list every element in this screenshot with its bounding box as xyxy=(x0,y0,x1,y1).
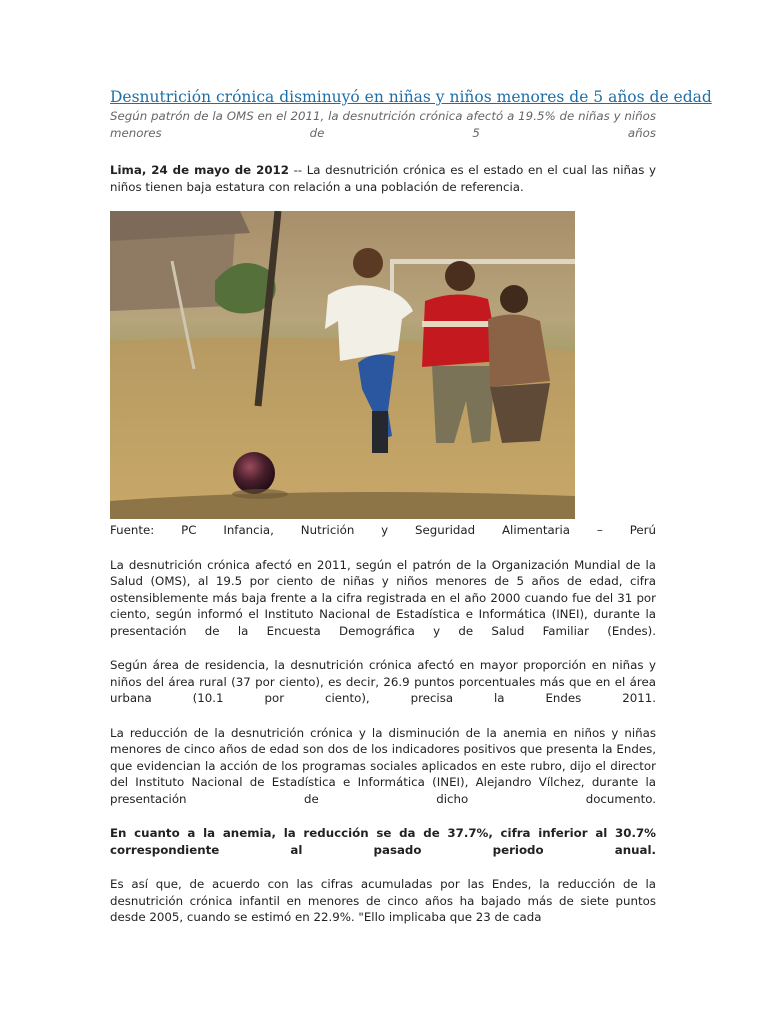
article xyxy=(110,86,712,926)
article-title-link[interactable]: Desnutrición crónica disminuyó en niñas y niños menores de 5 años de edad xyxy=(110,88,712,106)
children-playing-football-photo xyxy=(110,211,575,519)
lead-paragraph xyxy=(110,162,656,195)
paragraph-5: Es así que, de acuerdo con las cifras acumuladas por las Endes, la reducción de la desnutrición crónica infantil en menores de cinco años ha bajado más de siete puntos desde 2005, cuando se estimó en 22.9%. "Ello implicaba que 23 de cada xyxy=(110,877,656,924)
lead-text: -- La desnutrición crónica es el estado en el cual las niñas y niños tienen baja estatura con relación a una población de referencia. xyxy=(110,163,656,194)
paragraph-4-anemia: En cuanto a la anemia, la reducción se da de 37.7%, cifra inferior al 30.7% correspondiente al pasado periodo anual. xyxy=(110,826,656,857)
paragraph-2: Según área de residencia, la desnutrición crónica afectó en mayor proporción en niñas y niños del área rural (37 por ciento), es decir, 26.9 puntos porcentuales más que en el área urbana (10.1 por ciento), precisa la Endes 2011. xyxy=(110,658,656,705)
paragraph-1: La desnutrición crónica afectó en 2011, según el patrón de la Organización Mundial de la Salud (OMS), al 19.5 por ciento de niñas y niños menores de 5 años de edad, cifra ostensiblemente más baja frente a la cifra registrada en el año 2000 cuando fue del 31 por ciento, según informó el Instituto Nacional de Estadística e Informática (INEI), durante la presentación de la Encuesta Demográfica y de Salud Familiar (Endes). xyxy=(110,557,656,638)
paragraph-3: La reducción de la desnutrición crónica y la disminución de la anemia en niños y niñas menores de cinco años de edad son dos de los indicadores positivos que presenta la Endes, que evidencian la acción de los programas sociales aplicados en este rubro, dijo el director del Instituto Nacional de Estadística e Informática (INEI), Alejandro Vílchez, durante la presentación de dicho documento. xyxy=(110,725,656,806)
photo-credit: Fuente: PC Infancia, Nutrición y Seguridad Alimentaria – Perú xyxy=(110,523,656,537)
article-subtitle: Según patrón de la OMS en el 2011, la desnutrición crónica afectó a 19.5% de niñas y niños menores de 5 años xyxy=(110,109,656,140)
dateline: Lima, 24 de mayo de 2012 xyxy=(110,163,289,177)
